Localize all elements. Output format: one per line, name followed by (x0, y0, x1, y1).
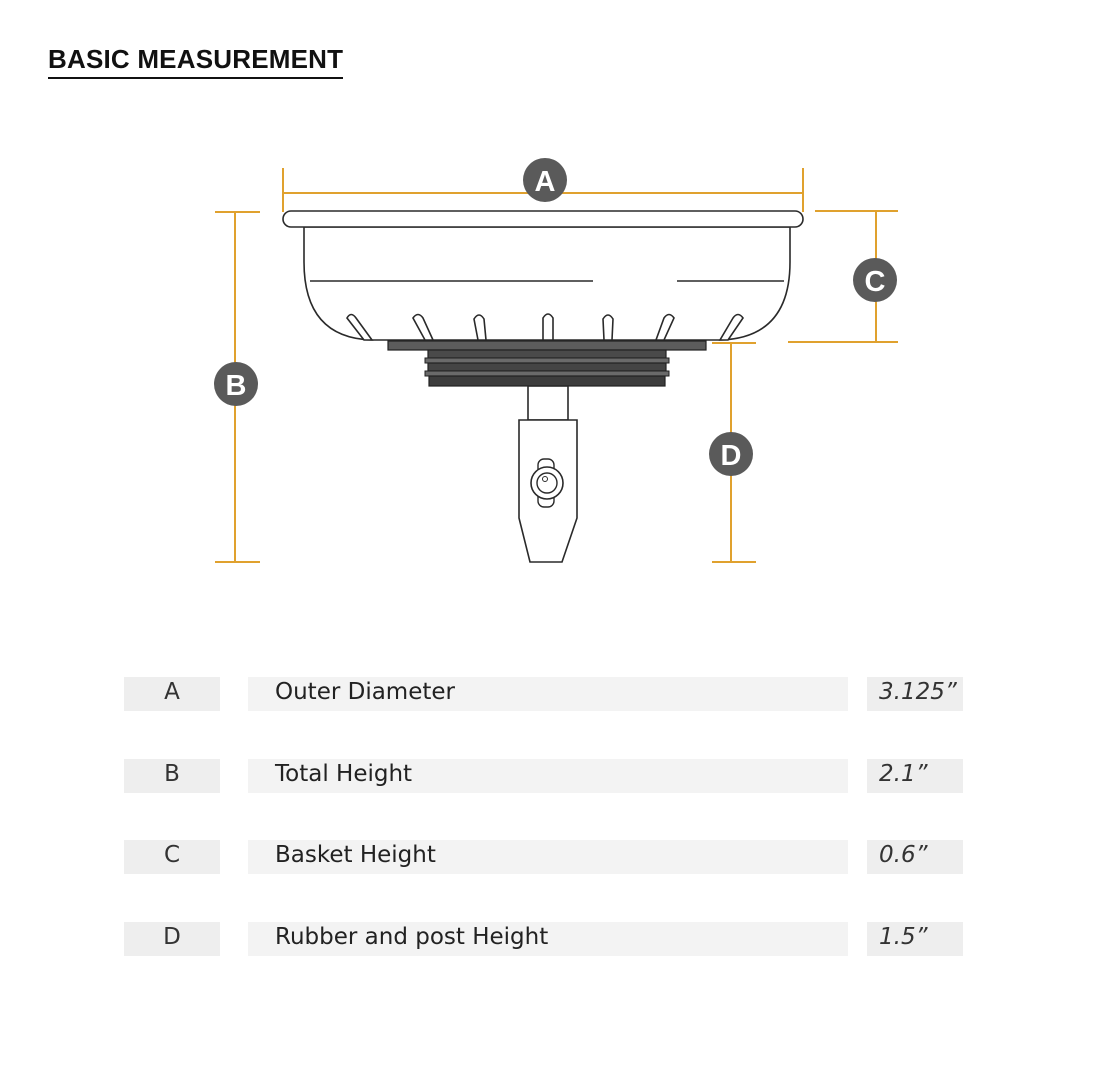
row-key: C (163, 842, 181, 868)
row-key: B (164, 761, 180, 787)
badge-b (214, 362, 258, 406)
measurement-row (0, 922, 1096, 958)
badge-b-label: B (225, 370, 247, 402)
row-key-cell (124, 677, 220, 711)
post (528, 386, 568, 420)
row-label: Basket Height (275, 842, 436, 868)
badge-a (523, 158, 567, 202)
row-label: Rubber and post Height (275, 924, 549, 950)
row-label-cell (248, 759, 848, 793)
row-label-cell (248, 840, 848, 874)
row-label: Outer Diameter (275, 679, 455, 705)
row-value-cell (867, 840, 963, 874)
row-key-cell (124, 759, 220, 793)
measurement-row (0, 840, 1096, 876)
basket-rim (283, 211, 803, 227)
row-value: 1.5” (879, 924, 928, 950)
row-label: Total Height (275, 761, 413, 787)
row-value-cell (867, 922, 963, 956)
badge-d (709, 432, 753, 476)
measurement-row (0, 677, 1096, 713)
row-value: 3.125” (879, 679, 957, 705)
row-value: 0.6” (879, 842, 928, 868)
row-key: A (164, 679, 180, 705)
badge-d-label: D (720, 440, 742, 472)
row-value: 2.1” (879, 761, 928, 787)
row-key-cell (124, 840, 220, 874)
badge-c (853, 258, 897, 302)
row-key: D (163, 924, 181, 950)
row-value-cell (867, 759, 963, 793)
row-label-cell (248, 677, 848, 711)
measurement-row (0, 759, 1096, 795)
rubber-flange (388, 341, 706, 350)
badge-c-label: C (864, 266, 886, 298)
row-label-cell (248, 922, 848, 956)
page-title: BASIC MEASUREMENT (48, 44, 343, 79)
row-value-cell (867, 677, 963, 711)
strainer-basket (283, 211, 803, 340)
badge-a-label: A (534, 166, 556, 198)
row-key-cell (124, 922, 220, 956)
strainer-base (388, 341, 706, 562)
